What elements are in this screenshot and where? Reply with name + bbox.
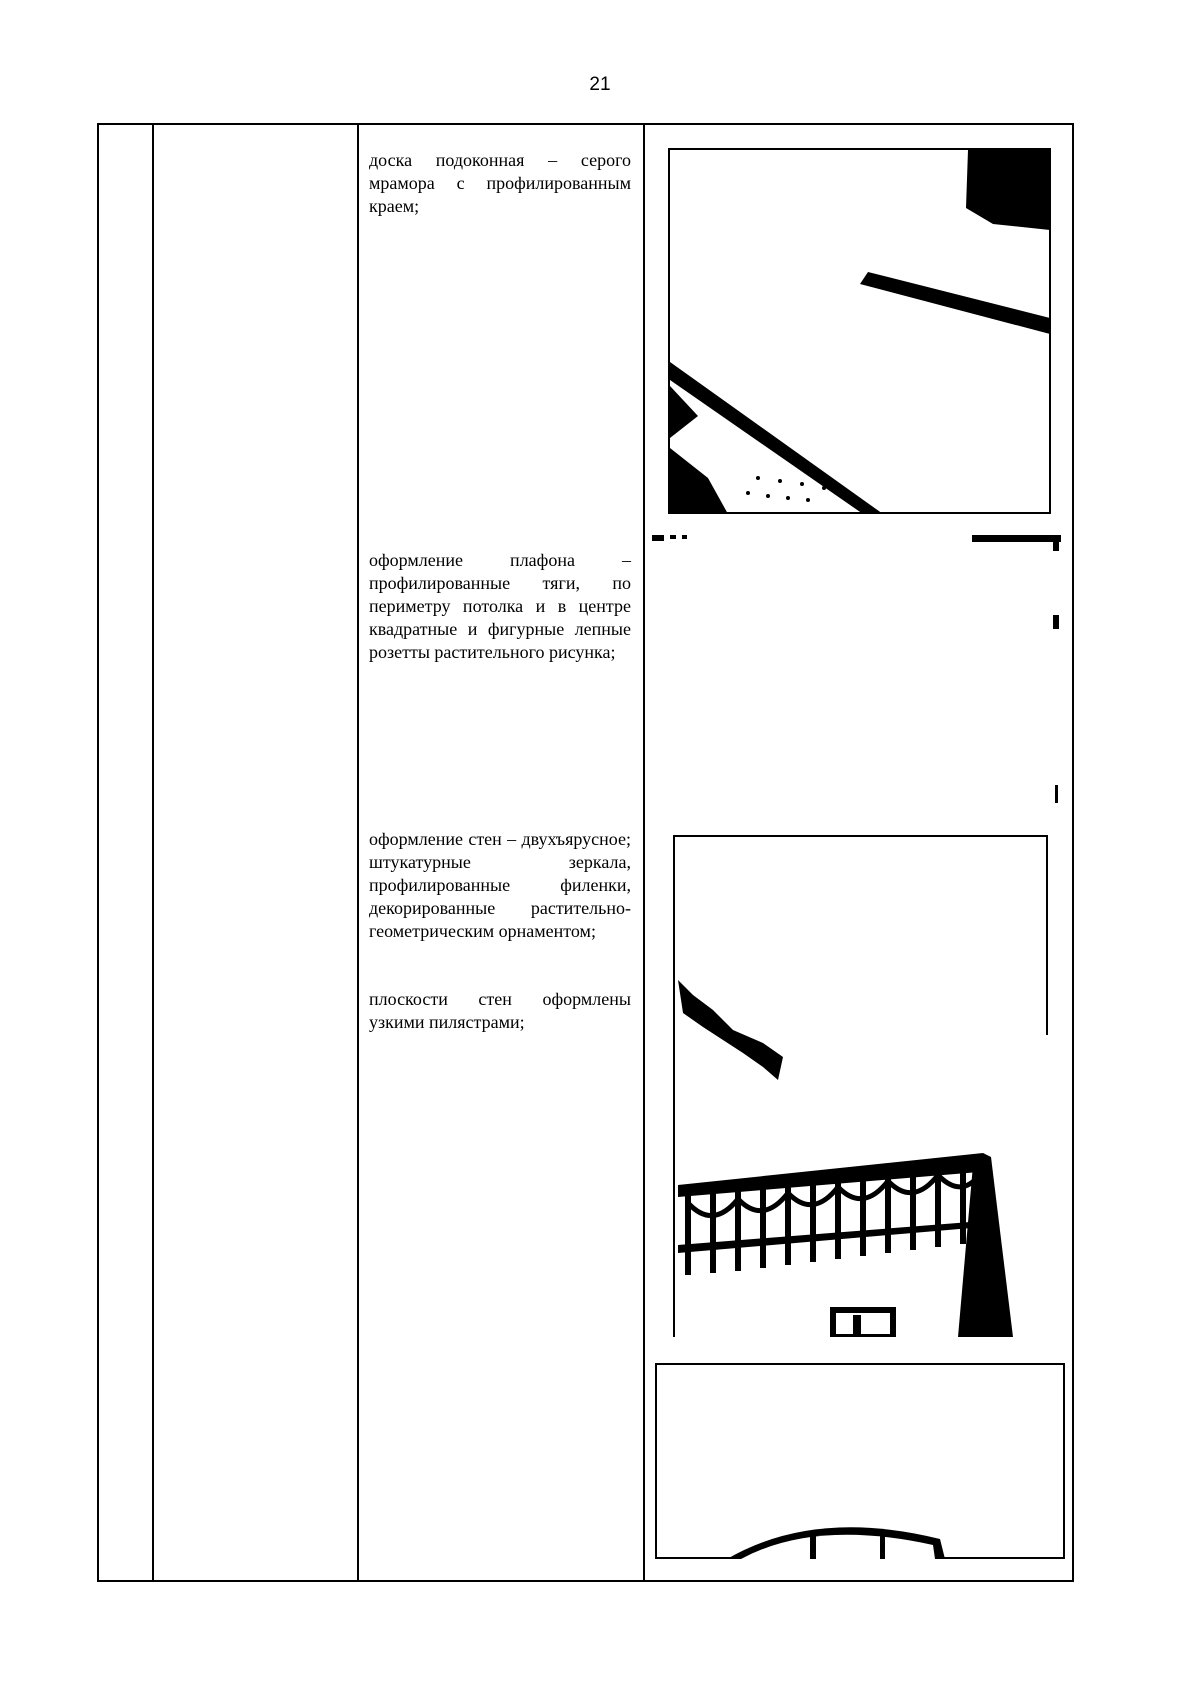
description-pilasters: плоскости стен оформлены узкими пилястрами; (369, 989, 631, 1032)
page-number: 21 (589, 74, 611, 95)
document-table (97, 123, 1074, 1582)
window-sill-photo (668, 148, 1051, 514)
arch-photo (655, 1363, 1065, 1559)
column-divider-1 (152, 125, 154, 1580)
wall-balustrade-photo (673, 835, 1048, 1337)
ceiling-molding-photo (652, 535, 1061, 825)
description-ceiling: оформление плафона – профилированные тяги, по периметру потолка и в центре квадратные и фигурные лепные розетты растительного рисунка; (369, 550, 631, 662)
column-divider-2 (357, 125, 359, 1580)
column-divider-3 (643, 125, 645, 1580)
description-window-sill: доска подоконная – серого мрамора с профилированным краем; (369, 150, 631, 216)
description-walls: оформление стен – двухъярусное; штукатурные зеркала, профилированные филенки, декорированные растительно-геометрическим орнаментом; (369, 829, 631, 941)
